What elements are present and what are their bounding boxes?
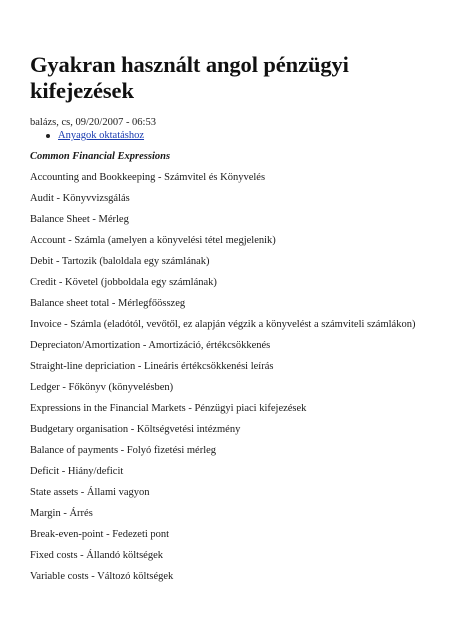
entry: Expressions in the Financial Markets - Pénzügyi piaci kifejezések — [30, 403, 307, 414]
section-heading: Common Financial Expressions — [30, 151, 171, 162]
entry: Balance sheet total - Mérlegfőösszeg — [30, 298, 186, 309]
entry-list — [30, 172, 450, 583]
entry: Ledger - Főkönyv (könyvelésben) — [30, 382, 174, 393]
entry: Balance Sheet - Mérleg — [30, 214, 129, 225]
entry: Variable costs - Változó költségek — [30, 571, 174, 582]
document-page — [30, 52, 450, 583]
entry: Account - Számla (amelyen a könyvelési tétel megjelenik) — [30, 235, 276, 246]
entry: Debit - Tartozik (baloldala egy számlának) — [30, 256, 210, 267]
link-list-item — [30, 130, 450, 142]
post-meta: balázs, cs, 09/20/2007 - 06:53 — [30, 117, 156, 128]
link-list — [30, 130, 450, 142]
entry: Accounting and Bookkeeping - Számvitel és Könyvelés — [30, 172, 266, 183]
entry: Budgetary organisation - Költségvetési intézmény — [30, 424, 241, 435]
entry: Deficit - Hiány/deficit — [30, 466, 124, 477]
entry: Break-even-point - Fedezeti pont — [30, 529, 170, 540]
bullet-icon — [46, 134, 50, 138]
entry: Audit - Könyvvizsgálás — [30, 193, 130, 204]
entry: Margin - Árrés — [30, 508, 93, 519]
page-title: Gyakran használt angol pénzügyi kifejezések — [30, 52, 349, 103]
entry: Straight-line depriciation - Lineáris értékcsökkenési leírás — [30, 361, 274, 372]
entry: Invoice - Számla (eladótól, vevőtől, ez alapján végzik a könyvelést a számviteli számlákon) — [30, 319, 416, 330]
category-link[interactable]: Anyagok oktatáshoz — [58, 130, 145, 141]
entry: Credit - Követel (jobboldala egy számlának) — [30, 277, 217, 288]
entry: State assets - Állami vagyon — [30, 487, 150, 498]
entry: Fixed costs - Állandó költségek — [30, 550, 163, 561]
entry: Depreciaton/Amortization - Amortizáció, értékcsökkenés — [30, 340, 271, 351]
entry: Balance of payments - Folyó fizetési mérleg — [30, 445, 217, 456]
